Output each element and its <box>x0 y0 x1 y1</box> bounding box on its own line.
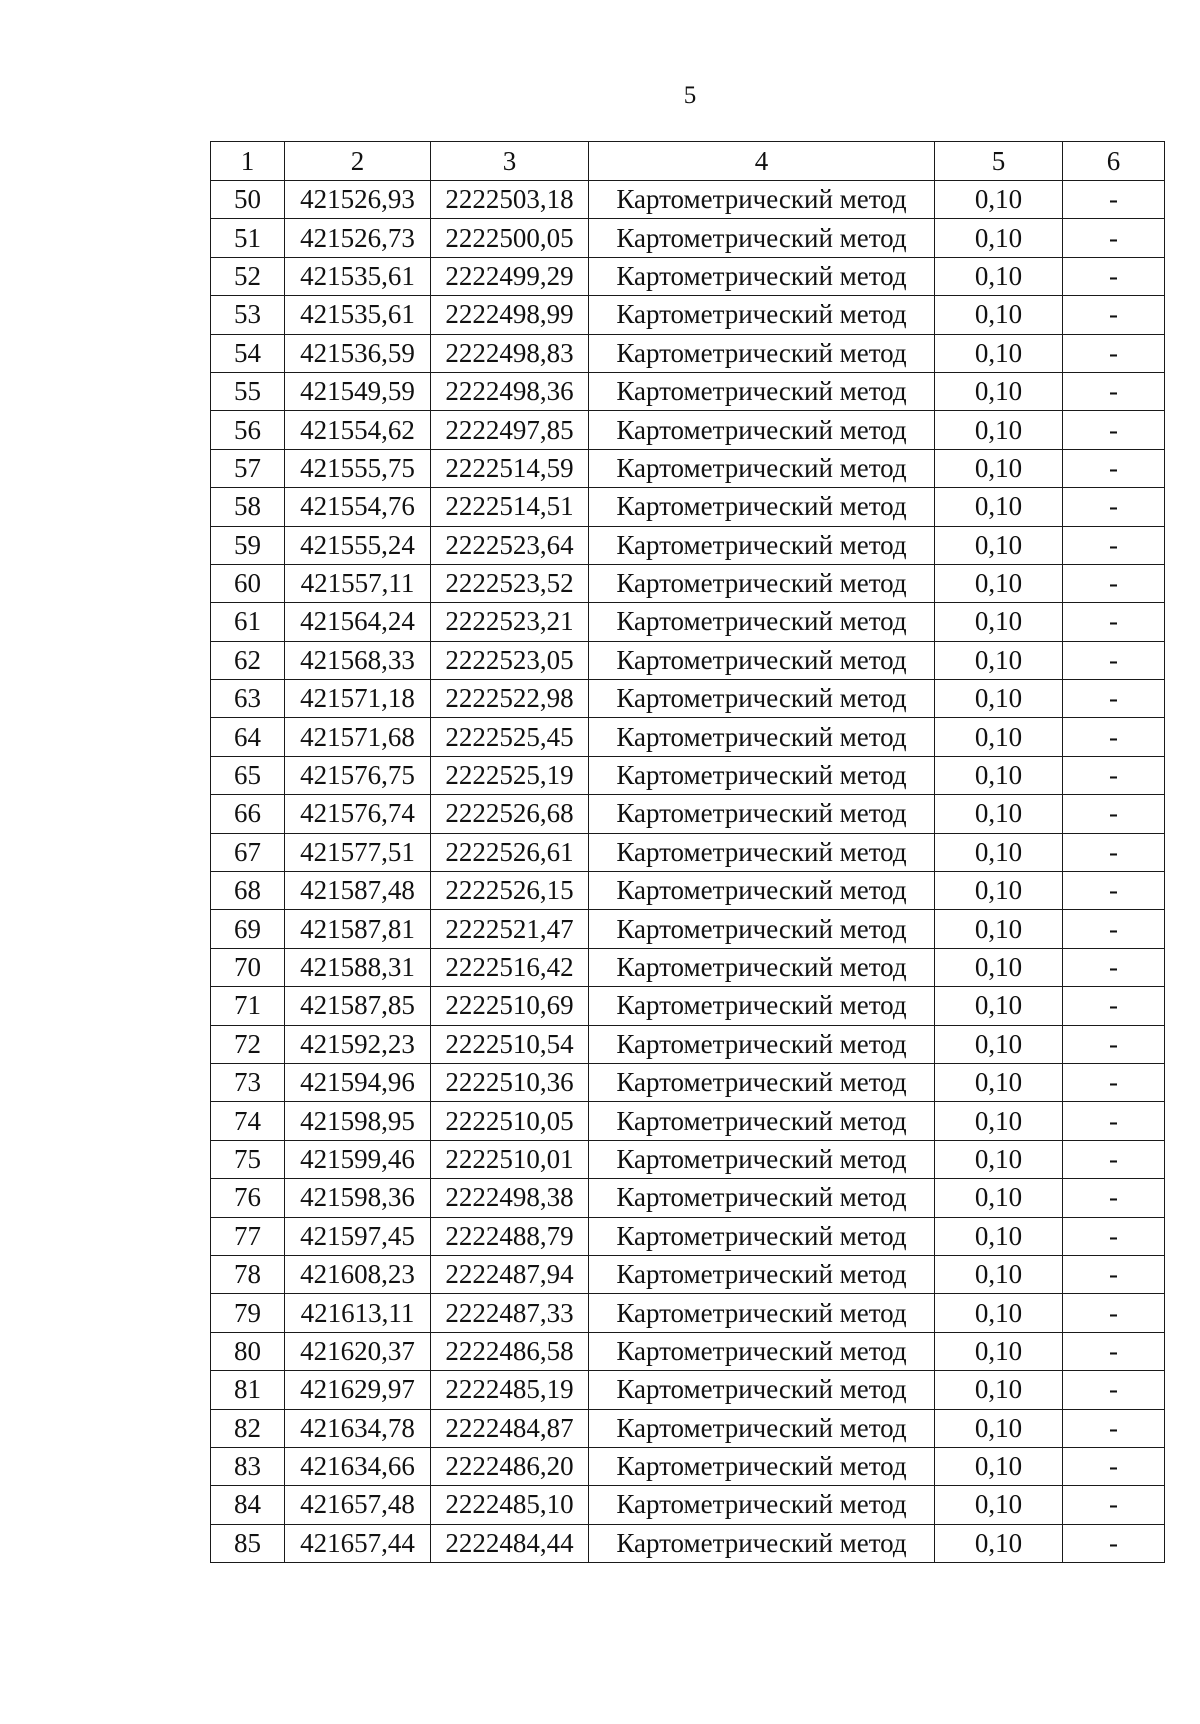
description-cell: - <box>1063 1371 1165 1409</box>
table-row <box>211 641 1165 679</box>
table-row <box>211 910 1165 948</box>
y-coordinate-cell: 2222526,68 <box>431 795 589 833</box>
method-cell: Картометрический метод <box>589 1140 935 1178</box>
x-coordinate-cell: 421597,45 <box>285 1217 431 1255</box>
method-cell: Картометрический метод <box>589 1409 935 1447</box>
x-coordinate-cell: 421568,33 <box>285 641 431 679</box>
table-row <box>211 334 1165 372</box>
description-cell: - <box>1063 296 1165 334</box>
method-cell: Картометрический метод <box>589 1371 935 1409</box>
point-number-cell: 67 <box>211 833 285 871</box>
description-cell: - <box>1063 1486 1165 1524</box>
method-cell: Картометрический метод <box>589 795 935 833</box>
x-coordinate-cell: 421557,11 <box>285 564 431 602</box>
accuracy-cell: 0,10 <box>935 1294 1063 1332</box>
table-row <box>211 756 1165 794</box>
table-row <box>211 296 1165 334</box>
accuracy-cell: 0,10 <box>935 872 1063 910</box>
method-cell: Картометрический метод <box>589 219 935 257</box>
y-coordinate-cell: 2222514,59 <box>431 449 589 487</box>
accuracy-cell: 0,10 <box>935 948 1063 986</box>
description-cell: - <box>1063 449 1165 487</box>
accuracy-cell: 0,10 <box>935 641 1063 679</box>
point-number-cell: 66 <box>211 795 285 833</box>
table-row <box>211 795 1165 833</box>
point-number-cell: 82 <box>211 1409 285 1447</box>
column-header: 3 <box>431 142 589 181</box>
x-coordinate-cell: 421657,48 <box>285 1486 431 1524</box>
point-number-cell: 83 <box>211 1447 285 1485</box>
description-cell: - <box>1063 1255 1165 1293</box>
table-row <box>211 1486 1165 1524</box>
accuracy-cell: 0,10 <box>935 1063 1063 1101</box>
y-coordinate-cell: 2222510,01 <box>431 1140 589 1178</box>
accuracy-cell: 0,10 <box>935 1140 1063 1178</box>
y-coordinate-cell: 2222523,64 <box>431 526 589 564</box>
x-coordinate-cell: 421620,37 <box>285 1332 431 1370</box>
method-cell: Картометрический метод <box>589 1179 935 1217</box>
method-cell: Картометрический метод <box>589 1102 935 1140</box>
method-cell: Картометрический метод <box>589 1332 935 1370</box>
x-coordinate-cell: 421577,51 <box>285 833 431 871</box>
point-number-cell: 77 <box>211 1217 285 1255</box>
table-row <box>211 1140 1165 1178</box>
column-header: 5 <box>935 142 1063 181</box>
accuracy-cell: 0,10 <box>935 795 1063 833</box>
table-row <box>211 449 1165 487</box>
accuracy-cell: 0,10 <box>935 488 1063 526</box>
y-coordinate-cell: 2222521,47 <box>431 910 589 948</box>
method-cell: Картометрический метод <box>589 257 935 295</box>
description-cell: - <box>1063 1332 1165 1370</box>
y-coordinate-cell: 2222500,05 <box>431 219 589 257</box>
description-cell: - <box>1063 1524 1165 1562</box>
y-coordinate-cell: 2222486,58 <box>431 1332 589 1370</box>
table-row <box>211 1102 1165 1140</box>
table-row <box>211 1524 1165 1562</box>
accuracy-cell: 0,10 <box>935 1486 1063 1524</box>
point-number-cell: 59 <box>211 526 285 564</box>
column-header: 6 <box>1063 142 1165 181</box>
accuracy-cell: 0,10 <box>935 564 1063 602</box>
point-number-cell: 65 <box>211 756 285 794</box>
description-cell: - <box>1063 641 1165 679</box>
table-row <box>211 603 1165 641</box>
x-coordinate-cell: 421549,59 <box>285 372 431 410</box>
point-number-cell: 61 <box>211 603 285 641</box>
accuracy-cell: 0,10 <box>935 1409 1063 1447</box>
x-coordinate-cell: 421594,96 <box>285 1063 431 1101</box>
y-coordinate-cell: 2222497,85 <box>431 411 589 449</box>
description-cell: - <box>1063 872 1165 910</box>
accuracy-cell: 0,10 <box>935 1524 1063 1562</box>
accuracy-cell: 0,10 <box>935 718 1063 756</box>
method-cell: Картометрический метод <box>589 1255 935 1293</box>
point-number-cell: 74 <box>211 1102 285 1140</box>
y-coordinate-cell: 2222523,05 <box>431 641 589 679</box>
method-cell: Картометрический метод <box>589 1524 935 1562</box>
description-cell: - <box>1063 1179 1165 1217</box>
accuracy-cell: 0,10 <box>935 910 1063 948</box>
table-row <box>211 1025 1165 1063</box>
table-row <box>211 488 1165 526</box>
table-row <box>211 948 1165 986</box>
table-row <box>211 833 1165 871</box>
x-coordinate-cell: 421576,75 <box>285 756 431 794</box>
table-row <box>211 987 1165 1025</box>
table-row <box>211 219 1165 257</box>
description-cell: - <box>1063 334 1165 372</box>
accuracy-cell: 0,10 <box>935 1447 1063 1485</box>
description-cell: - <box>1063 1447 1165 1485</box>
method-cell: Картометрический метод <box>589 1063 935 1101</box>
x-coordinate-cell: 421571,18 <box>285 680 431 718</box>
accuracy-cell: 0,10 <box>935 411 1063 449</box>
x-coordinate-cell: 421555,75 <box>285 449 431 487</box>
x-coordinate-cell: 421634,66 <box>285 1447 431 1485</box>
description-cell: - <box>1063 1409 1165 1447</box>
description-cell: - <box>1063 564 1165 602</box>
y-coordinate-cell: 2222486,20 <box>431 1447 589 1485</box>
x-coordinate-cell: 421598,36 <box>285 1179 431 1217</box>
x-coordinate-cell: 421576,74 <box>285 795 431 833</box>
accuracy-cell: 0,10 <box>935 526 1063 564</box>
method-cell: Картометрический метод <box>589 1486 935 1524</box>
point-number-cell: 62 <box>211 641 285 679</box>
accuracy-cell: 0,10 <box>935 219 1063 257</box>
description-cell: - <box>1063 1025 1165 1063</box>
column-header: 2 <box>285 142 431 181</box>
x-coordinate-cell: 421587,81 <box>285 910 431 948</box>
x-coordinate-cell: 421634,78 <box>285 1409 431 1447</box>
x-coordinate-cell: 421564,24 <box>285 603 431 641</box>
accuracy-cell: 0,10 <box>935 1255 1063 1293</box>
point-number-cell: 85 <box>211 1524 285 1562</box>
accuracy-cell: 0,10 <box>935 987 1063 1025</box>
table-row <box>211 1217 1165 1255</box>
x-coordinate-cell: 421587,48 <box>285 872 431 910</box>
method-cell: Картометрический метод <box>589 680 935 718</box>
description-cell: - <box>1063 987 1165 1025</box>
method-cell: Картометрический метод <box>589 641 935 679</box>
accuracy-cell: 0,10 <box>935 1102 1063 1140</box>
table-row <box>211 1255 1165 1293</box>
point-number-cell: 58 <box>211 488 285 526</box>
point-number-cell: 50 <box>211 181 285 219</box>
description-cell: - <box>1063 526 1165 564</box>
y-coordinate-cell: 2222516,42 <box>431 948 589 986</box>
x-coordinate-cell: 421608,23 <box>285 1255 431 1293</box>
description-cell: - <box>1063 488 1165 526</box>
table-row <box>211 1294 1165 1332</box>
method-cell: Картометрический метод <box>589 948 935 986</box>
description-cell: - <box>1063 1294 1165 1332</box>
coordinates-table <box>210 141 1165 1563</box>
table-row <box>211 1447 1165 1485</box>
accuracy-cell: 0,10 <box>935 1332 1063 1370</box>
description-cell: - <box>1063 257 1165 295</box>
y-coordinate-cell: 2222522,98 <box>431 680 589 718</box>
point-number-cell: 71 <box>211 987 285 1025</box>
accuracy-cell: 0,10 <box>935 680 1063 718</box>
point-number-cell: 69 <box>211 910 285 948</box>
point-number-cell: 84 <box>211 1486 285 1524</box>
y-coordinate-cell: 2222485,19 <box>431 1371 589 1409</box>
table-row <box>211 526 1165 564</box>
method-cell: Картометрический метод <box>589 411 935 449</box>
table-body <box>211 181 1165 1563</box>
table-row <box>211 1179 1165 1217</box>
point-number-cell: 60 <box>211 564 285 602</box>
y-coordinate-cell: 2222525,19 <box>431 756 589 794</box>
method-cell: Картометрический метод <box>589 1025 935 1063</box>
table-row <box>211 257 1165 295</box>
table-row <box>211 1063 1165 1101</box>
x-coordinate-cell: 421613,11 <box>285 1294 431 1332</box>
method-cell: Картометрический метод <box>589 718 935 756</box>
point-number-cell: 64 <box>211 718 285 756</box>
accuracy-cell: 0,10 <box>935 334 1063 372</box>
x-coordinate-cell: 421587,85 <box>285 987 431 1025</box>
description-cell: - <box>1063 603 1165 641</box>
method-cell: Картометрический метод <box>589 872 935 910</box>
point-number-cell: 80 <box>211 1332 285 1370</box>
column-header: 4 <box>589 142 935 181</box>
method-cell: Картометрический метод <box>589 987 935 1025</box>
accuracy-cell: 0,10 <box>935 372 1063 410</box>
description-cell: - <box>1063 411 1165 449</box>
method-cell: Картометрический метод <box>589 833 935 871</box>
y-coordinate-cell: 2222525,45 <box>431 718 589 756</box>
description-cell: - <box>1063 910 1165 948</box>
x-coordinate-cell: 421554,76 <box>285 488 431 526</box>
description-cell: - <box>1063 680 1165 718</box>
x-coordinate-cell: 421629,97 <box>285 1371 431 1409</box>
point-number-cell: 79 <box>211 1294 285 1332</box>
y-coordinate-cell: 2222526,61 <box>431 833 589 871</box>
y-coordinate-cell: 2222498,83 <box>431 334 589 372</box>
point-number-cell: 54 <box>211 334 285 372</box>
y-coordinate-cell: 2222487,94 <box>431 1255 589 1293</box>
description-cell: - <box>1063 756 1165 794</box>
table-header-row <box>211 142 1165 181</box>
accuracy-cell: 0,10 <box>935 1217 1063 1255</box>
table-row <box>211 718 1165 756</box>
x-coordinate-cell: 421535,61 <box>285 296 431 334</box>
y-coordinate-cell: 2222510,36 <box>431 1063 589 1101</box>
accuracy-cell: 0,10 <box>935 1371 1063 1409</box>
y-coordinate-cell: 2222484,87 <box>431 1409 589 1447</box>
column-header: 1 <box>211 142 285 181</box>
description-cell: - <box>1063 1102 1165 1140</box>
table-row <box>211 372 1165 410</box>
description-cell: - <box>1063 795 1165 833</box>
y-coordinate-cell: 2222487,33 <box>431 1294 589 1332</box>
table-row <box>211 411 1165 449</box>
y-coordinate-cell: 2222485,10 <box>431 1486 589 1524</box>
page-number: 5 <box>683 82 697 109</box>
x-coordinate-cell: 421657,44 <box>285 1524 431 1562</box>
method-cell: Картометрический метод <box>589 372 935 410</box>
y-coordinate-cell: 2222510,69 <box>431 987 589 1025</box>
x-coordinate-cell: 421526,73 <box>285 219 431 257</box>
table-row <box>211 1371 1165 1409</box>
point-number-cell: 51 <box>211 219 285 257</box>
x-coordinate-cell: 421535,61 <box>285 257 431 295</box>
x-coordinate-cell: 421571,68 <box>285 718 431 756</box>
y-coordinate-cell: 2222498,36 <box>431 372 589 410</box>
accuracy-cell: 0,10 <box>935 181 1063 219</box>
point-number-cell: 78 <box>211 1255 285 1293</box>
point-number-cell: 55 <box>211 372 285 410</box>
x-coordinate-cell: 421555,24 <box>285 526 431 564</box>
y-coordinate-cell: 2222510,05 <box>431 1102 589 1140</box>
point-number-cell: 63 <box>211 680 285 718</box>
point-number-cell: 81 <box>211 1371 285 1409</box>
description-cell: - <box>1063 1063 1165 1101</box>
x-coordinate-cell: 421536,59 <box>285 334 431 372</box>
accuracy-cell: 0,10 <box>935 257 1063 295</box>
table-row <box>211 872 1165 910</box>
point-number-cell: 68 <box>211 872 285 910</box>
method-cell: Картометрический метод <box>589 449 935 487</box>
point-number-cell: 53 <box>211 296 285 334</box>
y-coordinate-cell: 2222526,15 <box>431 872 589 910</box>
point-number-cell: 56 <box>211 411 285 449</box>
method-cell: Картометрический метод <box>589 296 935 334</box>
y-coordinate-cell: 2222523,52 <box>431 564 589 602</box>
method-cell: Картометрический метод <box>589 181 935 219</box>
point-number-cell: 57 <box>211 449 285 487</box>
y-coordinate-cell: 2222499,29 <box>431 257 589 295</box>
method-cell: Картометрический метод <box>589 564 935 602</box>
method-cell: Картометрический метод <box>589 910 935 948</box>
description-cell: - <box>1063 181 1165 219</box>
description-cell: - <box>1063 1140 1165 1178</box>
point-number-cell: 75 <box>211 1140 285 1178</box>
x-coordinate-cell: 421588,31 <box>285 948 431 986</box>
description-cell: - <box>1063 372 1165 410</box>
point-number-cell: 73 <box>211 1063 285 1101</box>
accuracy-cell: 0,10 <box>935 449 1063 487</box>
accuracy-cell: 0,10 <box>935 756 1063 794</box>
y-coordinate-cell: 2222498,38 <box>431 1179 589 1217</box>
method-cell: Картометрический метод <box>589 488 935 526</box>
method-cell: Картометрический метод <box>589 603 935 641</box>
accuracy-cell: 0,10 <box>935 1179 1063 1217</box>
description-cell: - <box>1063 833 1165 871</box>
method-cell: Картометрический метод <box>589 526 935 564</box>
y-coordinate-cell: 2222488,79 <box>431 1217 589 1255</box>
y-coordinate-cell: 2222484,44 <box>431 1524 589 1562</box>
x-coordinate-cell: 421599,46 <box>285 1140 431 1178</box>
x-coordinate-cell: 421526,93 <box>285 181 431 219</box>
x-coordinate-cell: 421592,23 <box>285 1025 431 1063</box>
method-cell: Картометрический метод <box>589 1217 935 1255</box>
x-coordinate-cell: 421554,62 <box>285 411 431 449</box>
table-row <box>211 564 1165 602</box>
table-row <box>211 181 1165 219</box>
y-coordinate-cell: 2222514,51 <box>431 488 589 526</box>
y-coordinate-cell: 2222498,99 <box>431 296 589 334</box>
point-number-cell: 70 <box>211 948 285 986</box>
method-cell: Картометрический метод <box>589 756 935 794</box>
y-coordinate-cell: 2222510,54 <box>431 1025 589 1063</box>
y-coordinate-cell: 2222503,18 <box>431 181 589 219</box>
table-row <box>211 680 1165 718</box>
accuracy-cell: 0,10 <box>935 1025 1063 1063</box>
point-number-cell: 76 <box>211 1179 285 1217</box>
point-number-cell: 72 <box>211 1025 285 1063</box>
y-coordinate-cell: 2222523,21 <box>431 603 589 641</box>
x-coordinate-cell: 421598,95 <box>285 1102 431 1140</box>
description-cell: - <box>1063 219 1165 257</box>
method-cell: Картометрический метод <box>589 1447 935 1485</box>
table-row <box>211 1332 1165 1370</box>
table-row <box>211 1409 1165 1447</box>
description-cell: - <box>1063 948 1165 986</box>
description-cell: - <box>1063 718 1165 756</box>
method-cell: Картометрический метод <box>589 334 935 372</box>
accuracy-cell: 0,10 <box>935 296 1063 334</box>
accuracy-cell: 0,10 <box>935 833 1063 871</box>
description-cell: - <box>1063 1217 1165 1255</box>
point-number-cell: 52 <box>211 257 285 295</box>
method-cell: Картометрический метод <box>589 1294 935 1332</box>
accuracy-cell: 0,10 <box>935 603 1063 641</box>
